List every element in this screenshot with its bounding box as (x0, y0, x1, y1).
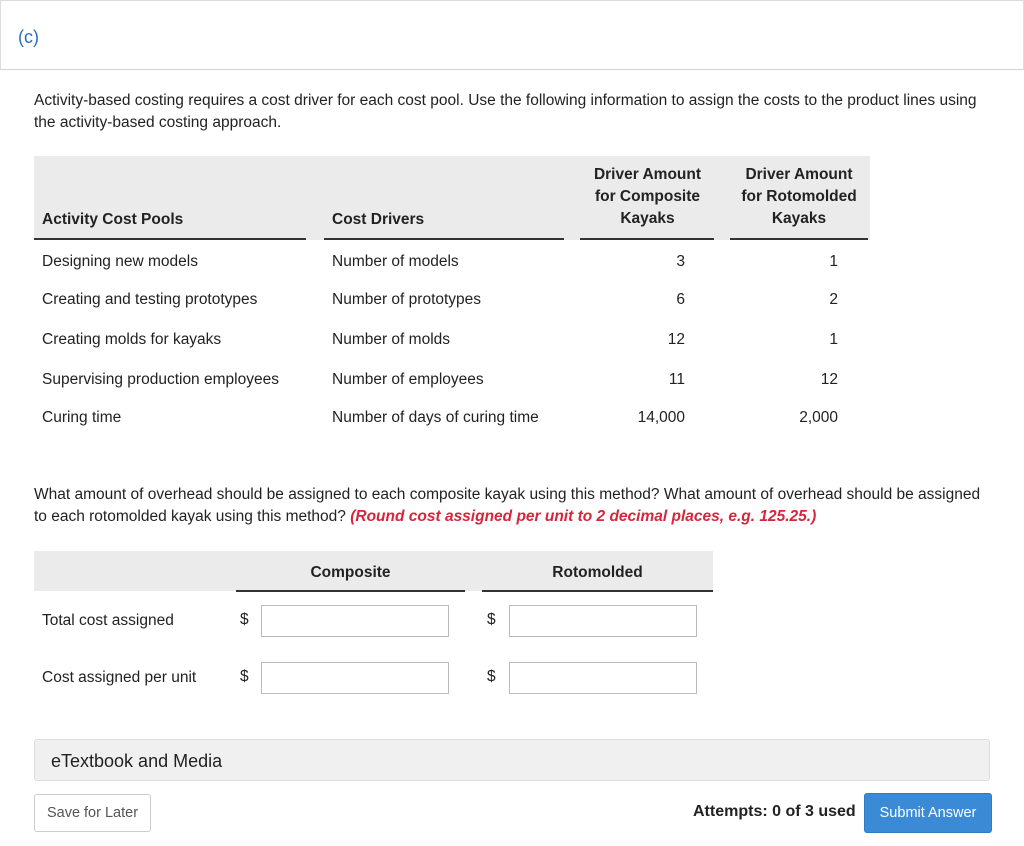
answer-col-rotomolded: Rotomolded (552, 564, 643, 581)
part-header (0, 0, 1024, 70)
question-body: What amount of overhead should be assigned to each composite kayak using this method? What amount of overhead should be assigned to each rotomolded kayak using this method? (34, 486, 981, 525)
currency-symbol: $ (240, 668, 249, 685)
part-label: (c) (18, 27, 39, 47)
header-underline-composite (580, 238, 714, 240)
intro-text: Activity-based costing requires a cost driver for each cost pool. Use the following information to assign the costs to the product lines using the activity-based costing approach. (34, 92, 977, 131)
header-activity-cost-pools: Activity Cost Pools (42, 211, 184, 228)
composite-amount-cell: 12 (667, 331, 685, 348)
submit-answer-button[interactable]: Submit Answer (864, 793, 992, 833)
composite-amount-cell: 3 (676, 253, 685, 270)
cost-driver-cell: Number of molds (332, 331, 451, 348)
header-driver-composite-line3: Kayaks (620, 210, 675, 227)
answer-underline-composite (236, 590, 465, 592)
cost-pool-cell: Curing time (42, 409, 122, 426)
cost-pool-cell: Supervising production employees (42, 371, 279, 388)
roto-amount-cell: 1 (829, 253, 838, 270)
cost-driver-cell: Number of employees (332, 371, 484, 388)
roto-amount-cell: 12 (820, 371, 838, 388)
answer-underline-roto (482, 590, 713, 592)
header-underline-pools (34, 238, 306, 240)
per-unit-rotomolded-input[interactable] (509, 662, 697, 694)
header-driver-roto-line2: for Rotomolded (741, 188, 857, 205)
header-underline-drivers (324, 238, 564, 240)
currency-symbol: $ (487, 668, 496, 685)
roto-amount-cell: 1 (829, 331, 838, 348)
cost-pool-cell: Creating and testing prototypes (42, 291, 258, 308)
header-driver-composite-line1: Driver Amount (593, 166, 702, 183)
cost-driver-cell: Number of models (332, 253, 459, 270)
header-cost-drivers: Cost Drivers (332, 211, 425, 228)
header-driver-composite (580, 164, 715, 230)
total-cost-composite-input[interactable] (261, 605, 449, 637)
roto-amount-cell: 2 (829, 291, 838, 308)
cost-driver-cell: Number of days of curing time (332, 409, 539, 426)
roto-amount-cell: 2,000 (799, 409, 838, 426)
rounding-hint: (Round cost assigned per unit to 2 decimal places, e.g. 125.25.) (350, 508, 817, 525)
currency-symbol: $ (487, 611, 496, 628)
cost-pool-cell: Creating molds for kayaks (42, 331, 222, 348)
answer-row-label: Total cost assigned (42, 612, 174, 629)
question-text (34, 484, 994, 528)
save-for-later-button[interactable]: Save for Later (34, 794, 151, 832)
cost-driver-cell: Number of prototypes (332, 291, 482, 308)
composite-amount-cell: 11 (668, 371, 685, 388)
attempts-counter: Attempts: 0 of 3 used (693, 803, 856, 820)
per-unit-composite-input[interactable] (261, 662, 449, 694)
answer-col-composite: Composite (310, 564, 391, 581)
header-driver-roto-line3: Kayaks (771, 210, 827, 227)
total-cost-rotomolded-input[interactable] (509, 605, 697, 637)
composite-amount-cell: 6 (676, 291, 685, 308)
cost-pool-cell: Designing new models (42, 253, 198, 270)
etextbook-media-panel[interactable] (34, 739, 990, 781)
header-driver-composite-line2: for Composite (594, 188, 701, 205)
currency-symbol: $ (240, 611, 249, 628)
answer-row-label: Cost assigned per unit (42, 669, 197, 686)
header-underline-roto (730, 238, 868, 240)
etextbook-media-label: eTextbook and Media (51, 751, 223, 771)
header-driver-roto-line1: Driver Amount (745, 166, 853, 183)
header-driver-rotomolded (730, 164, 868, 230)
composite-amount-cell: 14,000 (637, 409, 685, 426)
